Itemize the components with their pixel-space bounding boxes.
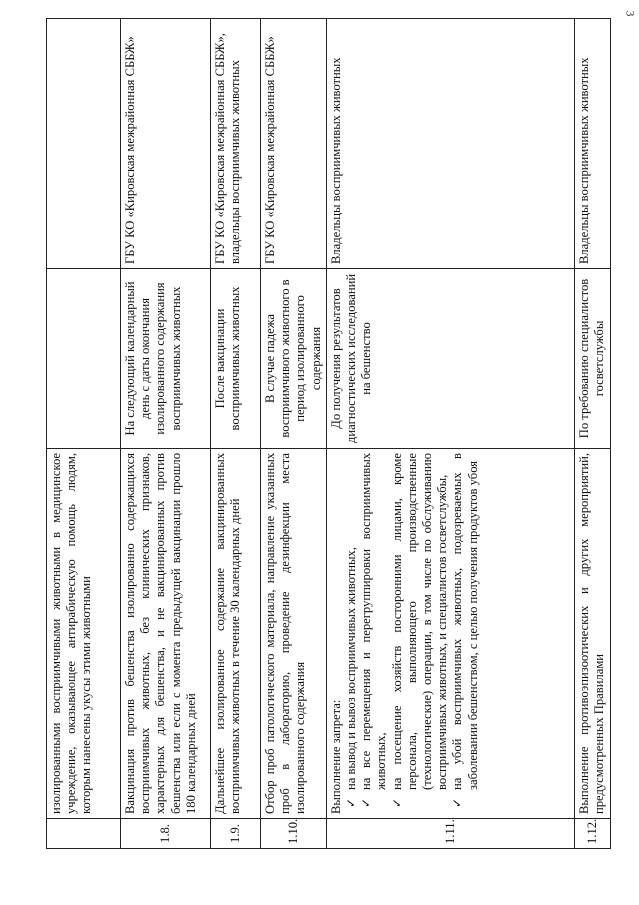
row-action: Отбор проб патологического материала, направление указанных проб в лабораторию, проведение дезинфекции места изолированного содержания [261, 449, 327, 819]
row-term: После вакцинации восприимчивых животных [211, 269, 261, 449]
rotated-table-sheet [46, 19, 606, 849]
checkmark-icon: ✓ [389, 797, 404, 808]
measures-table [46, 18, 611, 849]
row-responsible: ГБУ КО «Кировская межрайонная СББЖ» [261, 19, 327, 269]
row-number: 1.10. [261, 819, 327, 849]
row-number: 1.8. [121, 819, 211, 849]
ban-title: Выполнение запрета: [328, 699, 343, 814]
row-responsible: ГБУ КО «Кировская межрайонная СББЖ», владельцы восприимчивых животных [211, 19, 261, 269]
table-row [326, 19, 574, 849]
row-number [47, 819, 121, 849]
row-action: Вакцинация против бешенства изолированно содержащихся восприимчивых животных, без клинических признаков, характерных для бешенства, и не вакцинированных против бешенства или если с момента предыдущей вакцинации прошло 180 календарных дней [121, 449, 211, 819]
row-action: Выполнение противоэпизоотических и других мероприятий, предусмотренных Правилами [574, 449, 610, 819]
row-number: 1.11. [326, 819, 574, 849]
table-row [261, 19, 327, 849]
table-row [47, 19, 121, 849]
ban-item [390, 453, 451, 808]
row-responsible: ГБУ КО «Кировская межрайонная СББЖ» [121, 19, 211, 269]
row-action: Дальнейшее изолированное содержание вакцинированных восприимчивых животных в течение 30 календарных дней [211, 449, 261, 819]
row-term: На следующий календарный день с даты окончания изолированного содержания восприимчивых животных [121, 269, 211, 449]
row-number: 1.12. [574, 819, 610, 849]
row-term: В случае падежа восприимчивого животного в период изолированного содержания [261, 269, 327, 449]
row-action: изолированными восприимчивыми животными в медицинское учреждение, оказывающее антирабическую помощь людям, которым нанесены укусы этими животными [47, 449, 121, 819]
row-term: До получения результатов диагностических исследований на бешенство [326, 269, 574, 449]
ban-item-text: на убой восприимчивых животных, подозреваемых в заболевании бешенством, с целью получения продуктов убоя [450, 453, 480, 790]
ban-item [450, 453, 480, 808]
ban-item-text: на все перемещения и перегруппировки восприимчивых животных, [359, 453, 389, 790]
table-row [574, 19, 610, 849]
row-action [326, 449, 574, 819]
row-number: 1.9. [211, 819, 261, 849]
table-row [121, 19, 211, 849]
row-responsible: Владельцы восприимчивых животных [326, 19, 574, 269]
row-term: По требованию специалистов госветслужбы [574, 269, 610, 449]
ban-item-text: на посещение хозяйств посторонними лицами, кроме персонала, выполняющего производственные (технологические) операции, в том числе по обслуживанию восприимчивых животных, и специалистов госветслужбы, [389, 453, 450, 790]
row-term [47, 269, 121, 449]
checkmark-icon: ✓ [359, 797, 374, 808]
ban-item [359, 453, 389, 808]
table-row [211, 19, 261, 849]
page-number: 3 [623, 10, 638, 17]
checkmark-icon: ✓ [344, 797, 359, 808]
ban-item-text: на вывод и вывоз восприимчивых животных, [344, 547, 359, 790]
row-responsible: Владельцы восприимчивых животных [574, 19, 610, 269]
checkmark-icon: ✓ [450, 797, 465, 808]
ban-list [344, 453, 481, 814]
ban-item [344, 453, 359, 808]
row-responsible [47, 19, 121, 269]
